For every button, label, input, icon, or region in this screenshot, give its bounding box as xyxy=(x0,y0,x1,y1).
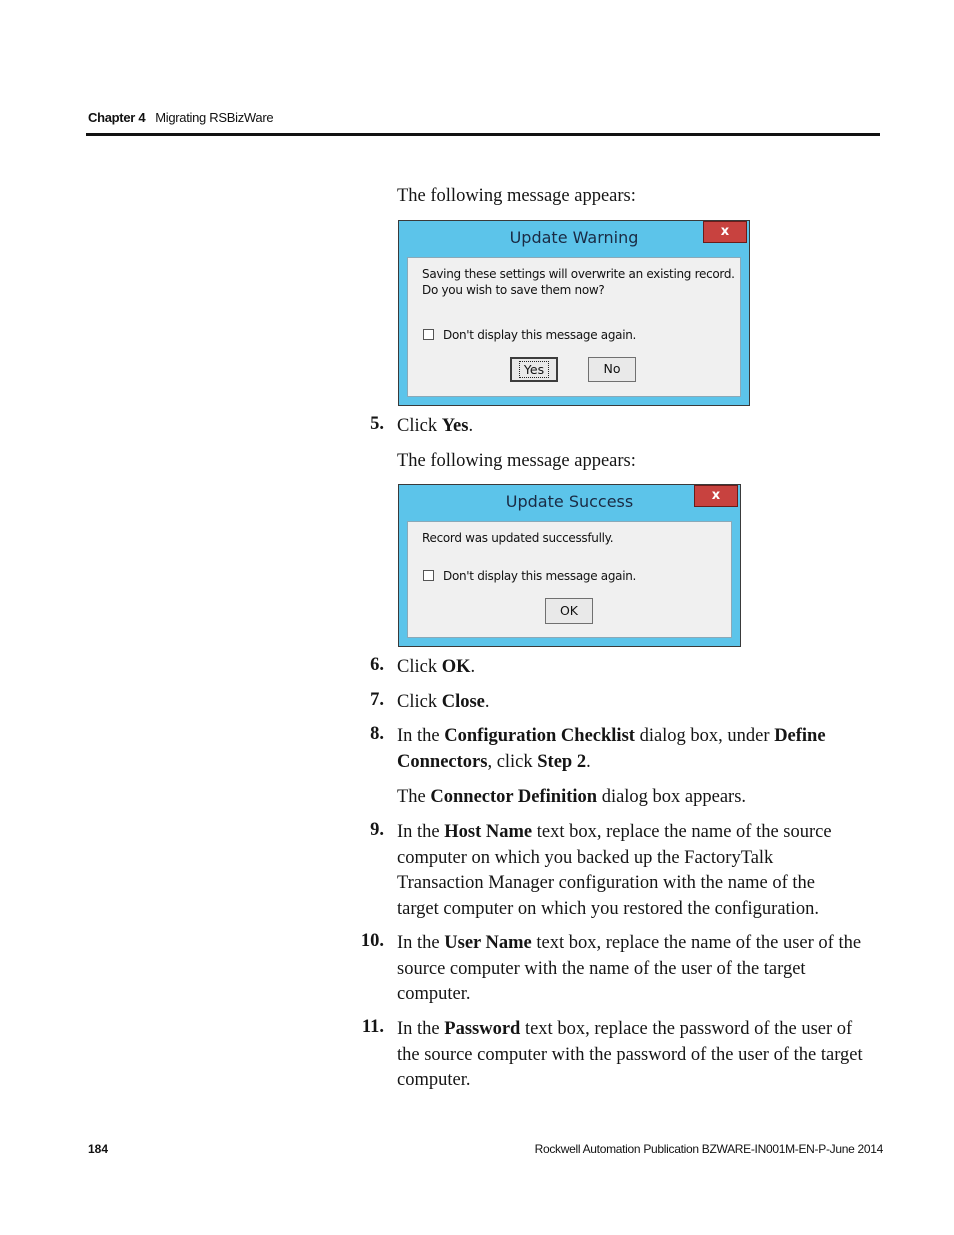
dont-display-label: Don't display this message again. xyxy=(443,328,637,342)
step-11-text: In the Password text box, replace the password of the user of the source computer with the password of the user of the target computer. xyxy=(397,1019,863,1090)
ok-button[interactable]: OK xyxy=(545,598,593,624)
dialog-title: Update Warning xyxy=(509,228,639,247)
update-success-dialog xyxy=(398,484,741,647)
dont-display-label: Don't display this message again. xyxy=(443,569,637,583)
no-button[interactable]: No xyxy=(588,357,636,382)
close-icon[interactable]: x xyxy=(703,221,747,243)
step-number: 8. xyxy=(370,724,384,744)
header-rule xyxy=(86,133,880,136)
dialog-client-area xyxy=(407,521,732,638)
step-8-note: The Connector Definition dialog box appears. xyxy=(397,787,747,807)
dont-display-checkbox[interactable] xyxy=(423,329,434,340)
running-header xyxy=(88,110,273,125)
dialog-client-area xyxy=(407,257,741,397)
dialog-message: Saving these settings will overwrite an existing record. Do you wish to save them now? xyxy=(422,267,735,297)
publication-info: Rockwell Automation Publication BZWARE-IN001M-EN-P-June 2014 xyxy=(534,1142,883,1156)
step-number: 5. xyxy=(370,414,384,434)
step-7-text: Click Close. xyxy=(397,692,490,712)
chapter-title: Migrating RSBizWare xyxy=(155,110,274,125)
dialog-title: Update Success xyxy=(505,492,634,511)
step-5-text: Click Yes. xyxy=(397,416,474,436)
step-number: 10. xyxy=(360,931,384,951)
step-number: 9. xyxy=(370,820,384,840)
step-10-text: In the User Name text box, replace the name of the user of the source computer with the name of the user of the target computer. xyxy=(397,933,862,1004)
step-6-text: Click OK. xyxy=(397,657,476,677)
step-number: 6. xyxy=(370,655,384,675)
page-number: 184 xyxy=(88,1142,109,1156)
step-number: 7. xyxy=(370,690,384,710)
yes-label: Yes xyxy=(519,361,549,378)
step-9-text: In the Host Name text box, replace the name of the source computer on which you backed up the FactoryTalk Transaction Manager configuration with the name of the target computer on which you restored the configuration. xyxy=(397,822,832,919)
dialog-message: Record was updated successfully. xyxy=(422,531,614,545)
intro-text-1: The following message appears: xyxy=(397,186,636,206)
chapter-label: Chapter 4 xyxy=(88,110,146,125)
dont-display-checkbox[interactable] xyxy=(423,570,434,581)
step-8-text: In the Configuration Checklist dialog box, under Define Connectors, click Step 2. xyxy=(397,726,826,772)
intro-text-2: The following message appears: xyxy=(397,451,636,471)
update-warning-dialog xyxy=(398,220,750,406)
close-icon[interactable]: x xyxy=(694,485,738,507)
yes-button[interactable] xyxy=(510,357,558,382)
step-number: 11. xyxy=(361,1017,384,1037)
